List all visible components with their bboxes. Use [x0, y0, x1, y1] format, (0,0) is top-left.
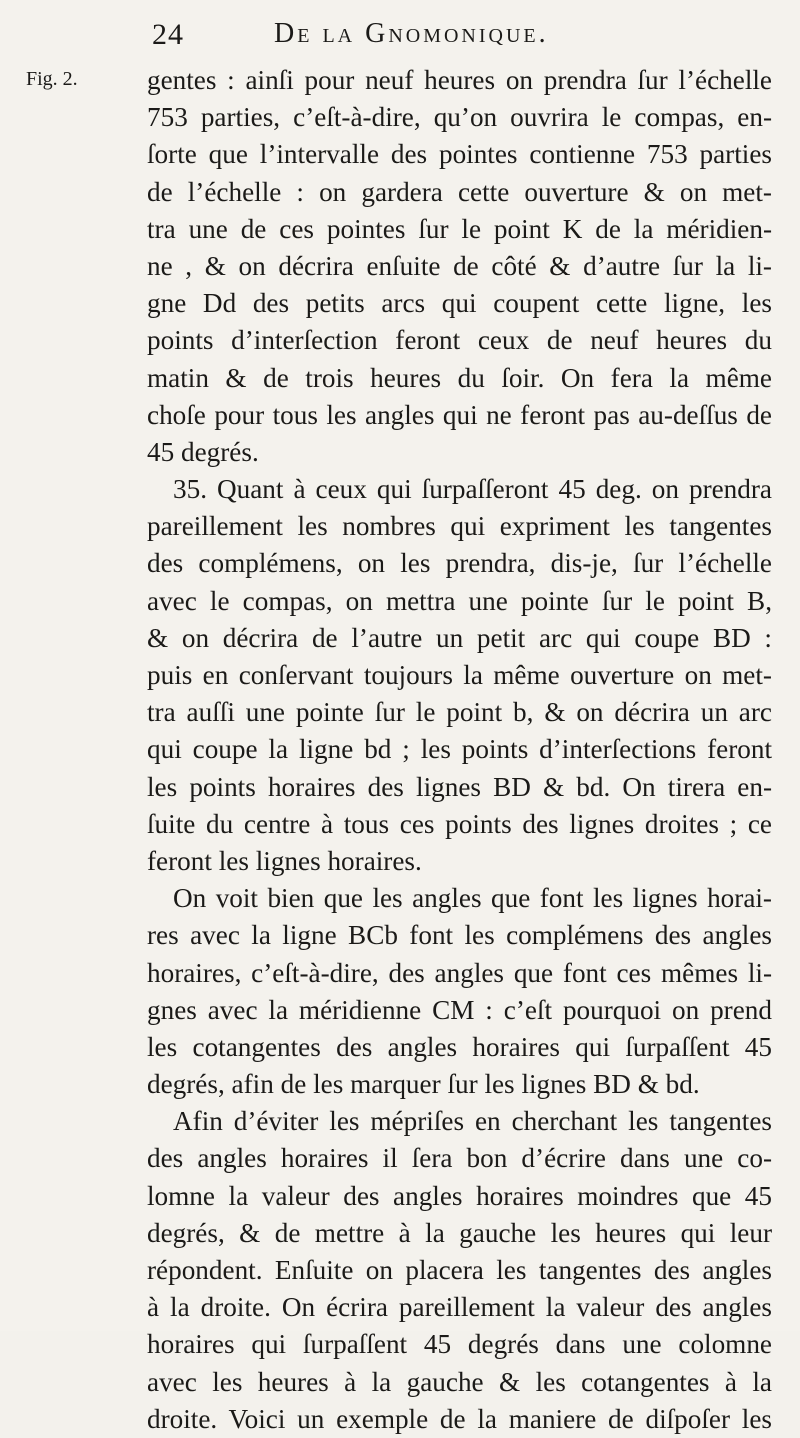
- margin-figure-reference: Fig. 2.: [26, 68, 78, 90]
- text-line: matin & de trois heures du ſoir. On fera la même: [147, 362, 772, 393]
- text-line: pareillement les nombres qui expriment les tangentes: [147, 511, 772, 542]
- page-number: 24: [152, 18, 184, 51]
- text-line: horaires, c’eſt-à-dire, des angles que font ces mêmes li-: [147, 957, 772, 988]
- text-line: gne Dd des petits arcs qui coupent cette ligne, les: [147, 288, 772, 319]
- body-text: [147, 62, 772, 1438]
- text-line: avec le compas, on mettra une pointe ſur le point B,: [147, 585, 772, 616]
- text-line: 35. Quant à ceux qui ſurpaſſeront 45 deg. on prendra: [173, 474, 772, 505]
- text-line: qui coupe la ligne bd ; les points d’interſections feront: [147, 734, 772, 765]
- page-header: [120, 14, 680, 64]
- text-line: ſuite du centre à tous ces points des lignes droites ; ce: [147, 808, 772, 839]
- text-line: 753 parties, c’eſt-à-dire, qu’on ouvrira le compas, en-: [147, 102, 772, 133]
- text-line: de l’échelle : on gardera cette ouverture & on met-: [147, 176, 772, 207]
- text-line: répondent. Enſuite on placera les tangentes des angles: [147, 1255, 772, 1285]
- text-line: feront les lignes horaires.: [147, 845, 422, 876]
- text-line: & on décrira de l’autre un petit arc qui coupe BD :: [147, 622, 772, 653]
- text-line: les points horaires des lignes BD & bd. On tirera en-: [147, 771, 772, 802]
- text-line: gnes avec la méridienne CM : c’eſt pourquoi on prend: [147, 994, 772, 1025]
- text-line: lomne la valeur des angles horaires moindres que 45: [147, 1180, 772, 1211]
- running-title: De la Gnomonique.: [274, 18, 549, 49]
- text-line: degrés, afin de les marquer ſur les lignes BD & bd.: [147, 1069, 700, 1100]
- text-line: ſorte que l’intervalle des pointes contienne 753 parties: [147, 139, 772, 170]
- text-line: à la droite. On écrira pareillement la valeur des angles: [147, 1292, 772, 1323]
- text-line: res avec la ligne BCb font les complémens des angles: [147, 920, 772, 951]
- text-line: les cotangentes des angles horaires qui ſurpaſſent 45: [147, 1031, 772, 1062]
- text-line: tra une de ces pointes ſur le point K de la méridien-: [147, 213, 772, 244]
- text-line: degrés, & de mettre à la gauche les heures qui leur: [147, 1217, 772, 1248]
- text-line: Afin d’éviter les mépriſes en cherchant les tangentes: [173, 1106, 772, 1137]
- text-line: gentes : ainſi pour neuf heures on prendra ſur l’échelle: [147, 65, 772, 95]
- text-line: tra auſſi une pointe ſur le point b, & on décrira un arc: [147, 697, 772, 728]
- text-line: avec les heures à la gauche & les cotangentes à la: [147, 1366, 772, 1397]
- text-line: des complémens, on les prendra, dis-je, ſur l’échelle: [147, 548, 772, 579]
- text-line: droite. Voici un exemple de la maniere de diſpoſer les: [147, 1403, 772, 1434]
- text-line: On voit bien que les angles que font les lignes horai-: [173, 883, 772, 914]
- text-line: puis en conſervant toujours la même ouverture on met-: [147, 660, 772, 690]
- text-line: ne , & on décrira enſuite de côté & d’autre ſur la li-: [147, 250, 772, 281]
- text-line: points d’interſection feront ceux de neuf heures du: [147, 325, 772, 356]
- text-line: des angles horaires il ſera bon d’écrire dans une co-: [147, 1143, 772, 1174]
- text-line: 45 degrés.: [147, 436, 259, 467]
- text-line: horaires qui ſurpaſſent 45 degrés dans une colomne: [147, 1329, 772, 1360]
- text-line: choſe pour tous les angles qui ne feront pas au-deſſus de: [147, 399, 772, 430]
